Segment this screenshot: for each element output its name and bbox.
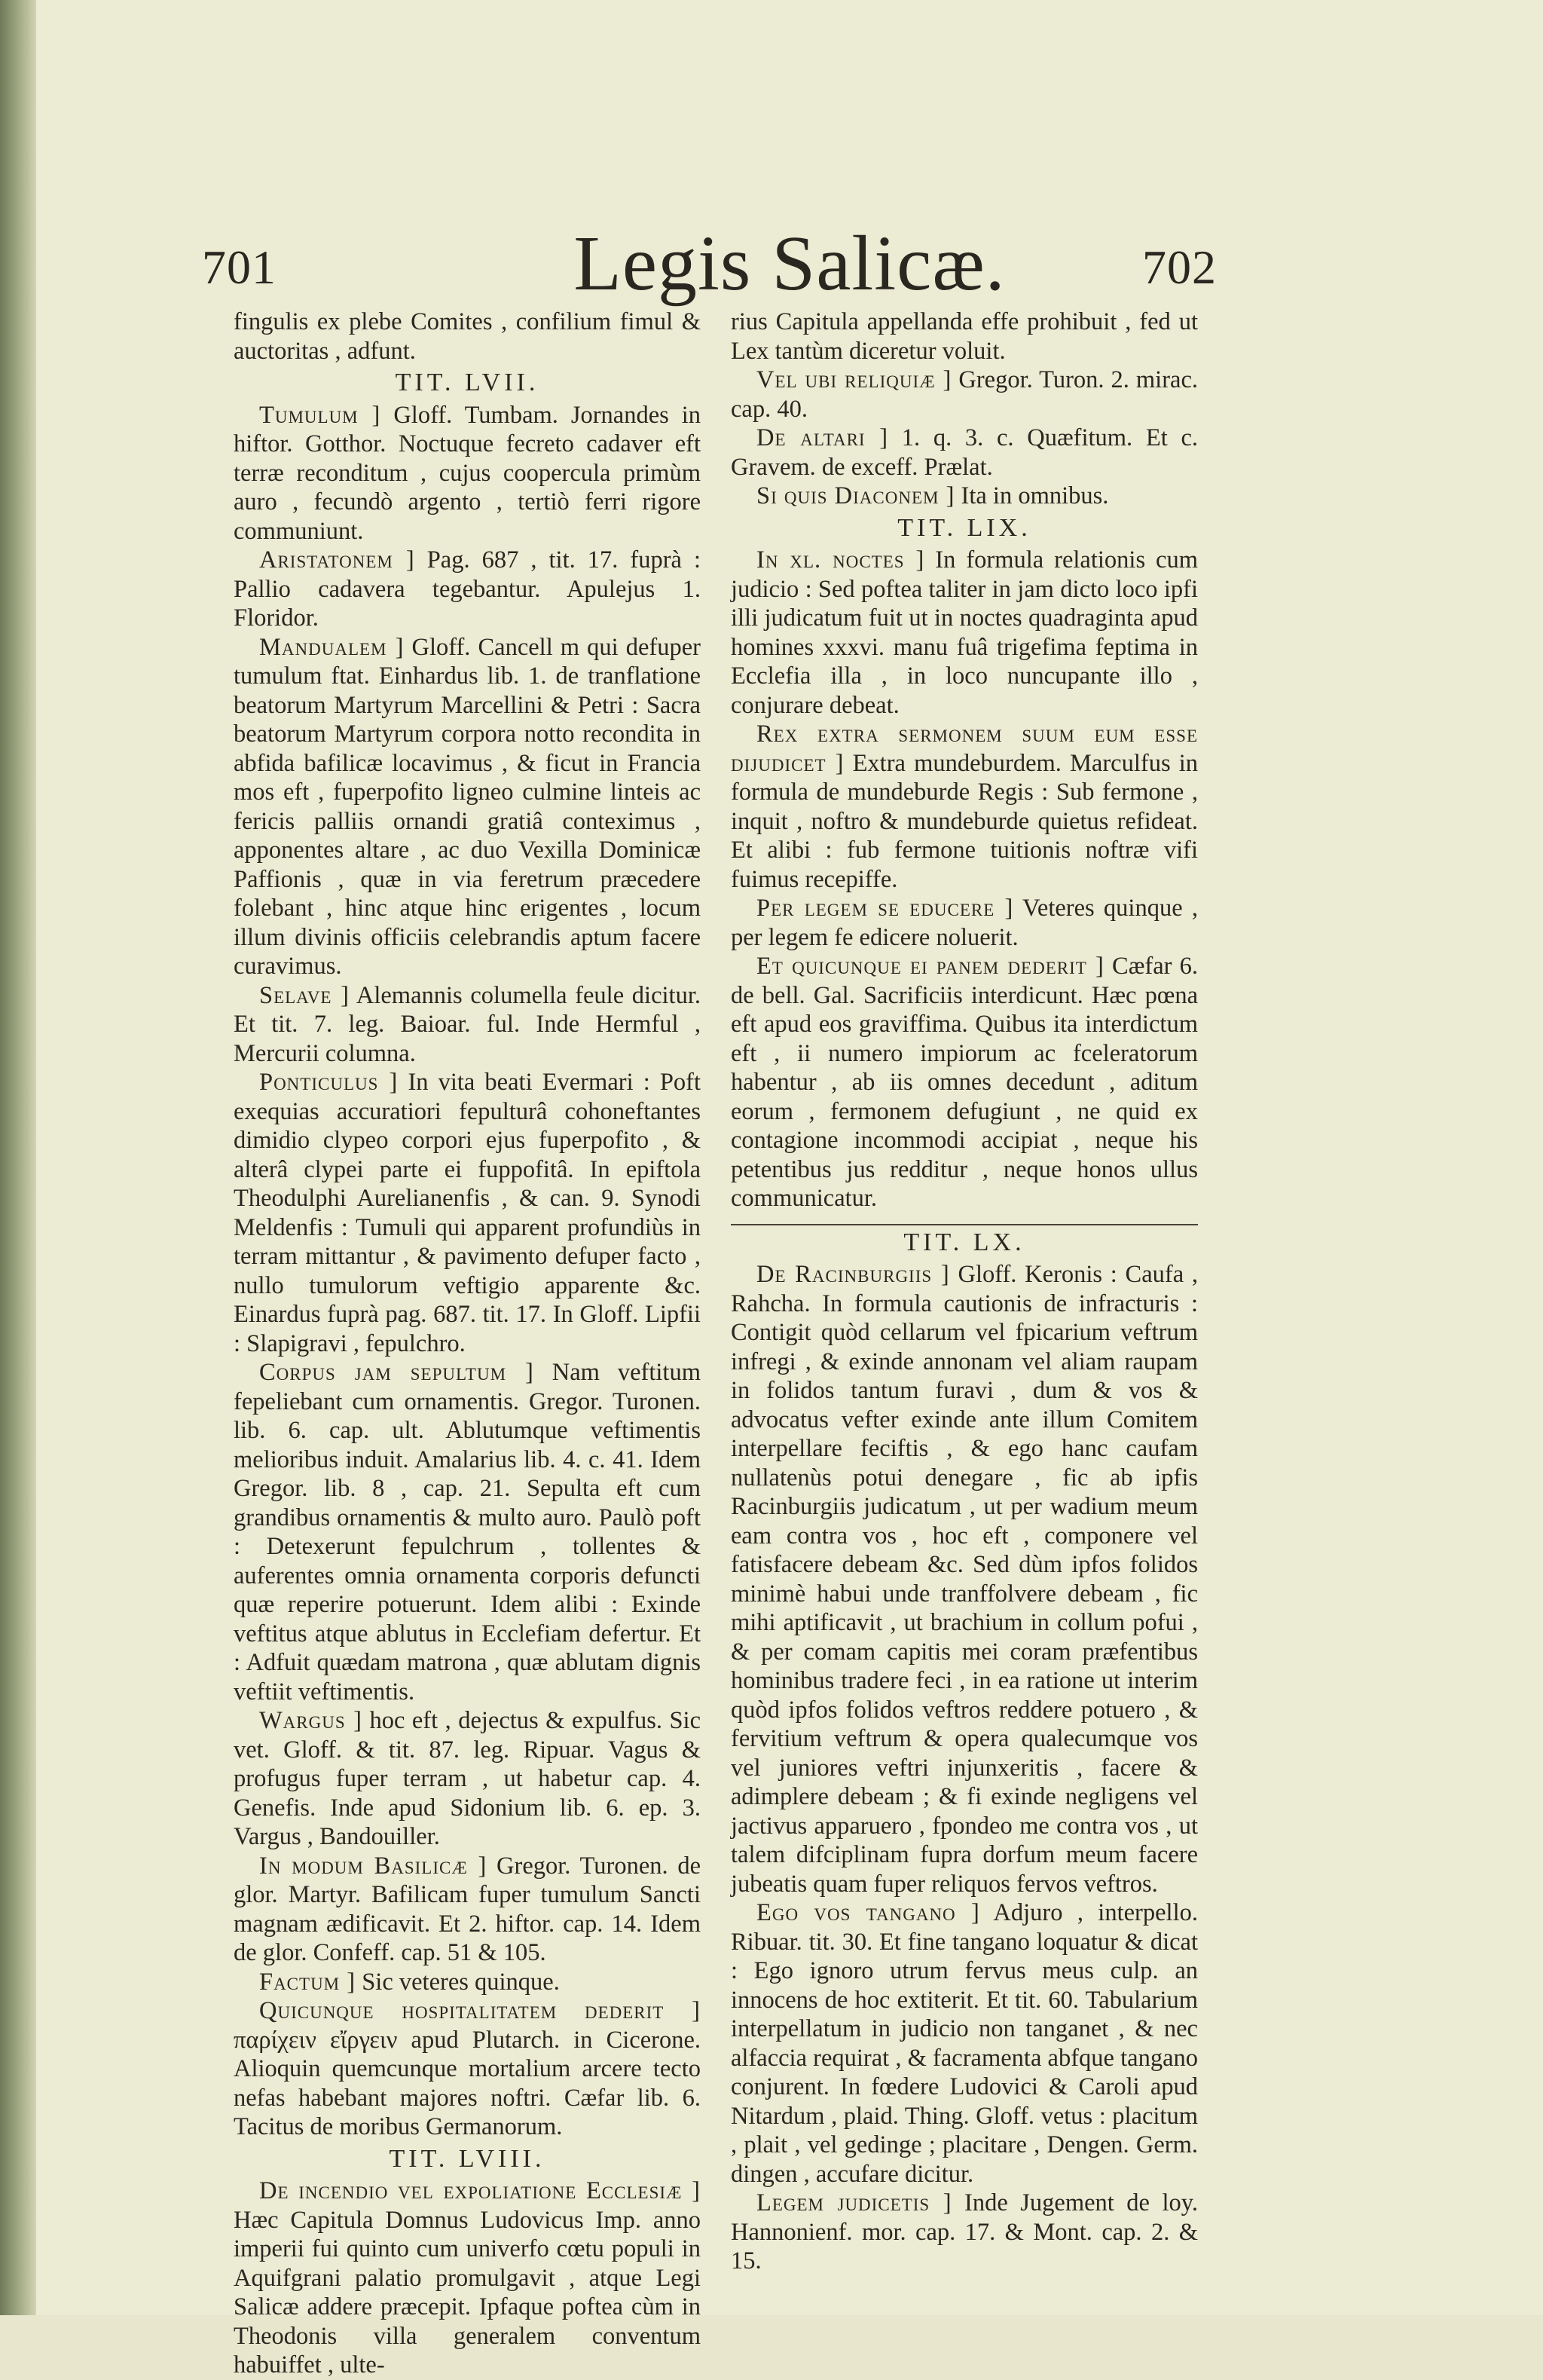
annotation-text: Gregor. Turon. 2. mirac. cap. 40. (731, 366, 1198, 423)
lemma-heading: Per legem se educere ] (756, 895, 1014, 922)
annotation-paragraph (731, 1898, 1198, 2189)
annotation-paragraph (731, 894, 1198, 952)
lemma-heading: De incendio vel expoliatione Ecclesiæ ] (259, 2177, 701, 2204)
annotation-paragraph (731, 546, 1198, 720)
annotation-paragraph (731, 1260, 1198, 1898)
lemma-heading: Quicunque hospitalitatem dederit ] (259, 1997, 701, 2024)
continued-paragraph (731, 307, 1198, 366)
lemma-heading: Ego vos tangano ] (756, 1899, 980, 1926)
annotation-text: rius Capitula appellanda effe prohibuit , fed ut Lex tantùm diceretur voluit. (731, 308, 1198, 365)
page-number-right: 702 (1142, 240, 1217, 294)
lemma-heading: De Racinburgiis ] (756, 1261, 950, 1288)
section-title: TIT. LIX. (897, 513, 1031, 542)
annotation-paragraph (234, 981, 701, 1069)
annotation-text: Inde Jugement de loy. Hannonienf. mor. cap. 17. & Mont. cap. 2. & 15. (731, 2189, 1198, 2274)
annotation-text: hoc eft , dejectus & expulfus. Sic vet. Gloff. & tit. 87. leg. Ripuar. Vagus & profugus fuper terram , ut habetur cap. 4. Genefis. Inde apud Sidonium lib. 6. ep. 3. Vargus , Bandouiller. (234, 1707, 701, 1850)
lemma-heading: Tumulum ] (259, 401, 381, 429)
lemma-heading: In xl. noctes ] (756, 546, 925, 574)
lemma-heading: Et quicunque ei panem dederit ] (756, 953, 1105, 980)
annotation-paragraph (731, 366, 1198, 424)
annotation-text: Veteres quinque , per legem fe edicere noluerit. (731, 895, 1198, 951)
annotation-paragraph (731, 2189, 1198, 2276)
annotation-text: Extra mundeburdem. Marculfus in formula de mundeburde Regis : Sub fermone , inquit , noftro & mundeburde quietus refideat. Et alibi : fub fermone tuitionis noftræ vifi fuimus recepiffe. (731, 749, 1198, 893)
lemma-heading: Aristatonem ] (259, 546, 415, 574)
lemma-heading: Factum ] (259, 1968, 356, 1996)
annotation-paragraph (731, 482, 1198, 511)
section-title: TIT. LVIII. (389, 2144, 545, 2173)
annotation-paragraph (731, 424, 1198, 482)
lemma-heading: Si quis Diaconem ] (756, 482, 955, 509)
continued-paragraph (234, 307, 701, 366)
section-divider (731, 1224, 1198, 1225)
annotation-text: In formula relationis cum judicio : Sed poftea taliter in jam dicto loco ipfi illi judicatum fuit ut in noctes quadraginta apud homines xxxvi. manu fuâ trigefima feptima in Ecclefia illa , in loco nuncupante illo , conjurare debeat. (731, 546, 1198, 719)
annotation-paragraph (234, 2177, 701, 2380)
left-column (234, 307, 701, 2380)
annotation-paragraph (731, 720, 1198, 894)
lemma-heading: In modum Basilicæ ] (259, 1852, 487, 1880)
section-title: TIT. LX. (903, 1228, 1025, 1256)
annotation-paragraph (234, 633, 701, 981)
lemma-heading: Ponticulus ] (259, 1069, 399, 1096)
annotation-text: Gloff. Cancell m qui defuper tumulum ftat. Einhardus lib. 1. de tranflatione beatorum Martyrum Marcellini & Petri : Sacra beatorum Martyrum corpora notto recondita in abfida bafilicæ locavimus , & ficut in Francia mos eft , fuperpofito ligneo culmine linteis ac fericis palliis ornandi gratiâ conteximus , apponentes altare , ac duo Vexilla Dominicæ Paffionis , quæ in via feretrum præcedere folebant , hinc atque hinc erigentes , locum illum divinis officiis celebrandis aptum facere curavimus. (234, 633, 701, 980)
annotation-paragraph (234, 1068, 701, 1358)
annotation-text: 1. q. 3. c. Quæfitum. Et c. Gravem. de exceff. Prælat. (731, 424, 1198, 481)
book-binding-edge (0, 0, 36, 2315)
annotation-paragraph (234, 546, 701, 633)
annotation-text: Ita in omnibus. (961, 482, 1109, 509)
lemma-heading: Wargus ] (259, 1707, 362, 1734)
section-title: TIT. LVII. (395, 369, 539, 396)
lemma-heading: Corpus jam sepultum ] (259, 1359, 534, 1386)
annotation-paragraph (234, 1852, 701, 1968)
annotation-text: Sic veteres quinque. (362, 1968, 560, 1996)
annotation-paragraph (234, 1706, 701, 1852)
running-title: Legis Salicæ. (573, 220, 1006, 307)
book-page (36, 0, 1543, 2378)
annotation-paragraph (234, 401, 701, 546)
annotation-text: Hæc Capitula Domnus Ludovicus Imp. anno imperii fui quinto cum univerfo cœtu populi in Aquifgrani palatio promulgavit , atque Legi Salicæ addere præcepit. Ipfaque poftea cùm in Theodonis villa generalem conventum habuiffet , ulte- (234, 2206, 701, 2378)
annotation-text: παρίχειν εἴργειν apud Plutarch. in Cicerone. Alioquin quemcunque mortalium arcere tecto nefas habebant majores noftri. Cæfar lib. 6. Tacitus de moribus Germanorum. (234, 2026, 701, 2140)
lemma-heading: De altari ] (756, 424, 889, 451)
lemma-heading: Mandualem ] (259, 633, 405, 661)
annotation-text: In vita beati Evermari : Poft exequias accuratiori fepulturâ cohoneftantes dimidio clypeo corpori ejus fuperpofito , & alterâ clypei parte ei fuppofitâ. In epiftola Theodulphi Aurelianenfis , & can. 9. Synodi Meldenfis : Tumuli qui apparent profundiùs in terram mittantur , & pavimento defuper facto , nullo tumulorum veftigio apparente &c. Einardus fuprà pag. 687. tit. 17. In Gloff. Lipfii : Slapigravi , fepulchro. (234, 1069, 701, 1357)
annotation-text: fingulis ex plebe Comites , confilium fimul & auctoritas , adfunt. (234, 308, 701, 365)
lemma-heading: Selave ] (259, 981, 350, 1009)
annotation-text: Nam veftitum fepeliebant cum ornamentis. Gregor. Turonen. lib. 6. cap. ult. Ablutumque veftimentis melioribus induit. Amalarius lib. 4. c. 41. Idem Gregor. lib. 8 , cap. 21. Sepulta eft cum grandibus ornamentis & multo auro. Paulò poft : Detexerunt fepulchrum , tollentes & auferentes omnia ornamenta corporis defuncti quæ reperire potuerunt. Idem alibi : Exinde veftitus atque ablutus in Ecclefiam defertur. Et : Adfuit quædam matrona , quæ ablutam dignis veftiit veftimentis. (234, 1359, 701, 1705)
lemma-heading: Legem judicetis ] (756, 2189, 952, 2216)
annotation-text: Pag. 687 , tit. 17. fuprà : Pallio cadavera tegebantur. Apulejus 1. Floridor. (234, 546, 701, 632)
annotation-paragraph (731, 952, 1198, 1213)
annotation-text: Cæfar 6. de bell. Gal. Sacrificiis interdicunt. Hæc pœna eft apud eos graviffima. Quibus ita interdictum eft , ii numero impiorum ac fceleratorum habentur , ab iis omnes decedunt , aditum eorum , fermonem defugiunt , ne quid ex contagione incommodi accipiat , neque his petentibus jus redditur , neque honos ullus communicatur. (731, 953, 1198, 1212)
lemma-heading: Vel ubi reliquiæ ] (756, 366, 952, 393)
annotation-text: Adjuro , interpello. Ribuar. tit. 30. Et fine tangano loquatur & dicat : Ego ignoro utrum fervus meus culp. an innocens de hoc extiterit. Et tit. 60. Tabularium interpellatum in judicio non tanganet , & nec alfaccia requirat , & facramenta abfque tangano conjurent. In fœdere Ludovici & Caroli apud Nitardum , plaid. Thing. Gloff. vetus : placitum , plait , vel gedinge ; placitare , Dengen. Germ. dingen , accufare dicitur. (731, 1899, 1198, 2188)
annotation-paragraph (234, 1968, 701, 1997)
annotation-text: Gregor. Turonen. de glor. Martyr. Bafilicam fuper tumulum Sancti magnam ædificavit. Et 2. hiftor. cap. 14. Idem de glor. Confeff. cap. 51 & 105. (234, 1852, 701, 1966)
annotation-text: Gloff. Tumbam. Jornandes in hiftor. Gotthor. Noctuque fecreto cadaver eft terræ reconditum , cujus coopercula primùm auro , fecundò argento , tertiò ferri rigore communiunt. (234, 401, 701, 545)
page-number-left: 701 (202, 240, 277, 294)
lemma-heading: Rex extra sermonem suum eum esse dijudicet ] (731, 720, 1198, 777)
right-column (731, 307, 1198, 2276)
annotation-paragraph (234, 1358, 701, 1706)
annotation-text: Alemannis columella feule dicitur. Et tit. 7. leg. Baioar. ful. Inde Hermful , Mercurii columna. (234, 981, 701, 1067)
annotation-paragraph (234, 1996, 701, 2142)
annotation-text: Gloff. Keronis : Caufa , Rahcha. In formula cautionis de infracturis : Contigit quòd cellarum vel fpicarium veftrum infregi , & exinde annonam vel aliam raupam in folidos tantum furavi , dum & vos & advocatus vefter exinde ante illum Comitem interpellare feciftis , & ego hanc caufam nullatenùs potui denegare , fic ab ipfis Racinburgiis judicatum , ut per wadium meum eam contra vos , hoc eft , componere vel fatisfacere debeam &c. Sed dùm ipfos folidos minimè habui unde tranffolvere debeam , fic mihi aptificavit , ut brachium in collum pofui , & per comam capitis mei coram præfentibus hominibus tradere feci , in ea ratione ut interim quòd ipfos folidos veftros reddere potuero , & fervitium veftrum & opera qualecumque vos vel juniores veftri injunxeritis , facere & adimplere debeam ; & fi exinde negligens vel jactivus apparuero , fpondeo me contra vos , ut talem difciplinam fupra dorfum meum facere jubeatis quam fuper reliquos fervos veftros. (731, 1261, 1198, 1898)
